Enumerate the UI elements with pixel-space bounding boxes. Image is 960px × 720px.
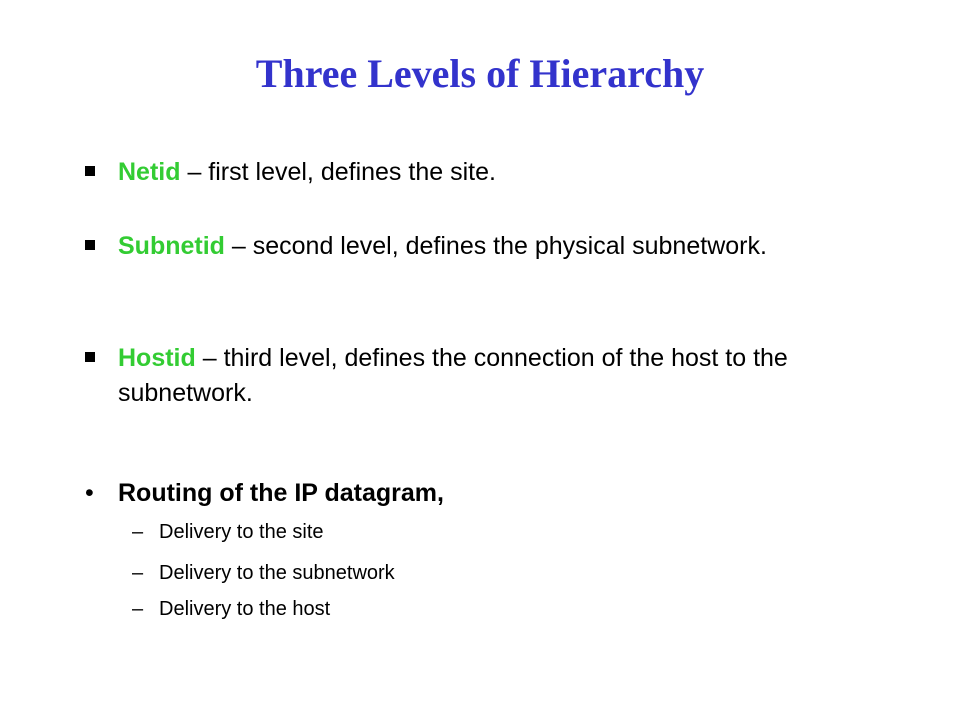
routing-step-text: Delivery to the site xyxy=(159,521,324,543)
level-text xyxy=(118,229,805,264)
level-description: – second level, defines the physical subnetwork. xyxy=(224,232,767,260)
level-item-netid xyxy=(85,155,805,190)
routing-step-text: Delivery to the host xyxy=(159,598,331,620)
routing-heading xyxy=(85,476,444,511)
level-text xyxy=(118,155,805,190)
level-item-hostid xyxy=(85,341,805,411)
routing-heading-text: Routing of the IP datagram, xyxy=(118,479,444,507)
level-item-subnetid xyxy=(85,229,805,264)
dash-bullet: – xyxy=(132,562,144,584)
level-text xyxy=(118,341,805,411)
slide-title: Three Levels of Hierarchy xyxy=(255,51,705,96)
round-bullet-icon: • xyxy=(85,479,94,507)
level-term: Hostid xyxy=(118,344,196,372)
routing-step-text: Delivery to the subnetwork xyxy=(159,562,395,584)
level-description: – first level, defines the site. xyxy=(180,158,496,186)
dash-bullet: – xyxy=(132,521,144,543)
square-bullet-icon xyxy=(85,240,95,250)
level-term: Netid xyxy=(118,158,181,186)
routing-step xyxy=(132,559,395,587)
dash-bullet: – xyxy=(132,598,144,620)
routing-step xyxy=(132,518,324,546)
square-bullet-icon xyxy=(85,352,95,362)
level-description: – third level, defines the connection of the host to the subnetwork. xyxy=(118,344,788,407)
level-term: Subnetid xyxy=(118,232,225,260)
routing-step xyxy=(132,595,330,623)
square-bullet-icon xyxy=(85,166,95,176)
